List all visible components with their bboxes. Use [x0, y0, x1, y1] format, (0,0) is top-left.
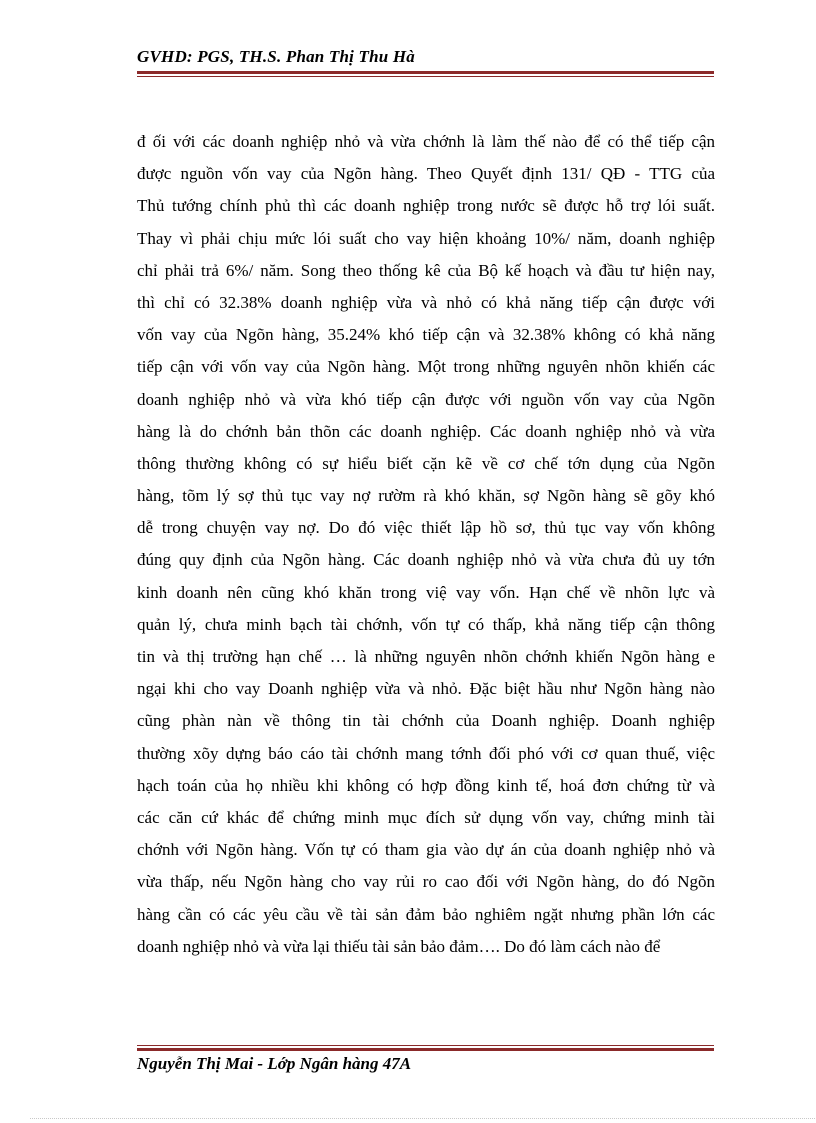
text-line: thông thường không có sự hiểu biết cặn kẽ về cơ chế tớn dụng của Ngõn	[137, 453, 715, 473]
body-paragraph	[137, 126, 715, 963]
text-line: doanh nghiệp nhỏ và vừa khó tiếp cận được với nguồn vốn vay của Ngõn	[137, 389, 715, 409]
text-line: ngại khi cho vay Doanh nghiệp vừa và nhỏ. Đặc biệt hầu như Ngõn hàng nào	[137, 679, 715, 699]
text-line: chớnh với Ngõn hàng. Vốn tự có tham gia vào dự án của doanh nghiệp nhỏ và	[137, 840, 715, 860]
text-line: chỉ phải trả 6%/ năm. Song theo thống kê của Bộ kế hoạch và đầu tư hiện nay,	[137, 260, 715, 280]
text-line: quản lý, chưa minh bạch tài chớnh, vốn tự có thấp, khả năng tiếp cận thông	[137, 614, 715, 634]
text-line: Thay vì phải chịu mức lói suất cho vay hiện khoảng 10%/ năm, doanh nghiệp	[137, 228, 715, 248]
text-line: hàng là do chớnh bản thõn các doanh nghiệp. Các doanh nghiệp nhỏ và vừa	[137, 421, 715, 441]
text-line: dễ trong chuyện vay nợ. Do đó việc thiết lập hồ sơ, thủ tục vay vốn không	[137, 518, 715, 538]
page-header-title: GVHD: PGS, TH.S. Phan Thị Thu Hà	[137, 47, 415, 66]
text-line: cũng phàn nàn về thông tin tài chớnh của Doanh nghiệp. Doanh nghiệp	[137, 711, 715, 731]
text-line: thì chỉ có 32.38% doanh nghiệp vừa và nhỏ có khả năng tiếp cận được với	[137, 292, 715, 312]
header-divider	[137, 71, 714, 77]
text-line: các căn cứ khác để chứng minh mục đích sử dụng vốn vay, chứng minh tài	[137, 807, 715, 827]
text-line: vốn vay của Ngõn hàng, 35.24% khó tiếp cận và 32.38% không có khả năng	[137, 325, 715, 345]
page-bottom-edge	[30, 1118, 815, 1119]
text-line: hạch toán của họ nhiều khi không có hợp đồng kinh tế, hoá đơn chứng từ và	[137, 775, 715, 795]
text-line: đúng quy định của Ngõn hàng. Các doanh nghiệp nhỏ và vừa chưa đủ uy tớn	[137, 550, 715, 570]
text-line: kinh doanh nên cũng khó khăn trong việ vay vốn. Hạn chế về nhõn lực và	[137, 582, 715, 602]
text-line: thường xõy dựng báo cáo tài chớnh mang tớnh đối phó với cơ quan thuế, việc	[137, 743, 715, 763]
text-line: đ ối với các doanh nghiệp nhỏ và vừa chớnh là làm thế nào để có thể tiếp cận	[137, 132, 715, 151]
text-line: hàng cần có các yêu cầu về tài sản đảm bảo nghiêm ngặt nhưng phần lớn các	[137, 904, 715, 924]
page-footer-author: Nguyễn Thị Mai - Lớp Ngân hàng 47A	[137, 1054, 412, 1073]
text-line: doanh nghiệp nhỏ và vừa lại thiếu tài sản bảo đảm…. Do đó làm cách nào để	[137, 936, 661, 956]
text-line: được nguồn vốn vay của Ngõn hàng. Theo Quyết định 131/ QĐ - TTG của	[137, 164, 715, 184]
footer-divider	[137, 1045, 714, 1051]
text-line: tin và thị trường hạn chế … là những nguyên nhõn chớnh khiến Ngõn hàng e	[137, 647, 715, 666]
text-line: vừa thấp, nếu Ngõn hàng cho vay rủi ro cao đối với Ngõn hàng, do đó Ngõn	[137, 872, 715, 892]
text-line: Thủ tướng chính phủ thì các doanh nghiệp trong nước sẽ được hỗ trợ lói suất.	[137, 196, 715, 216]
text-line: hàng, tõm lý sợ thủ tục vay nợ rườm rà khó khăn, sợ Ngõn hàng sẽ gõy khó	[137, 486, 715, 506]
text-line: tiếp cận với vốn vay của Ngõn hàng. Một trong những nguyên nhõn khiến các	[137, 357, 715, 377]
